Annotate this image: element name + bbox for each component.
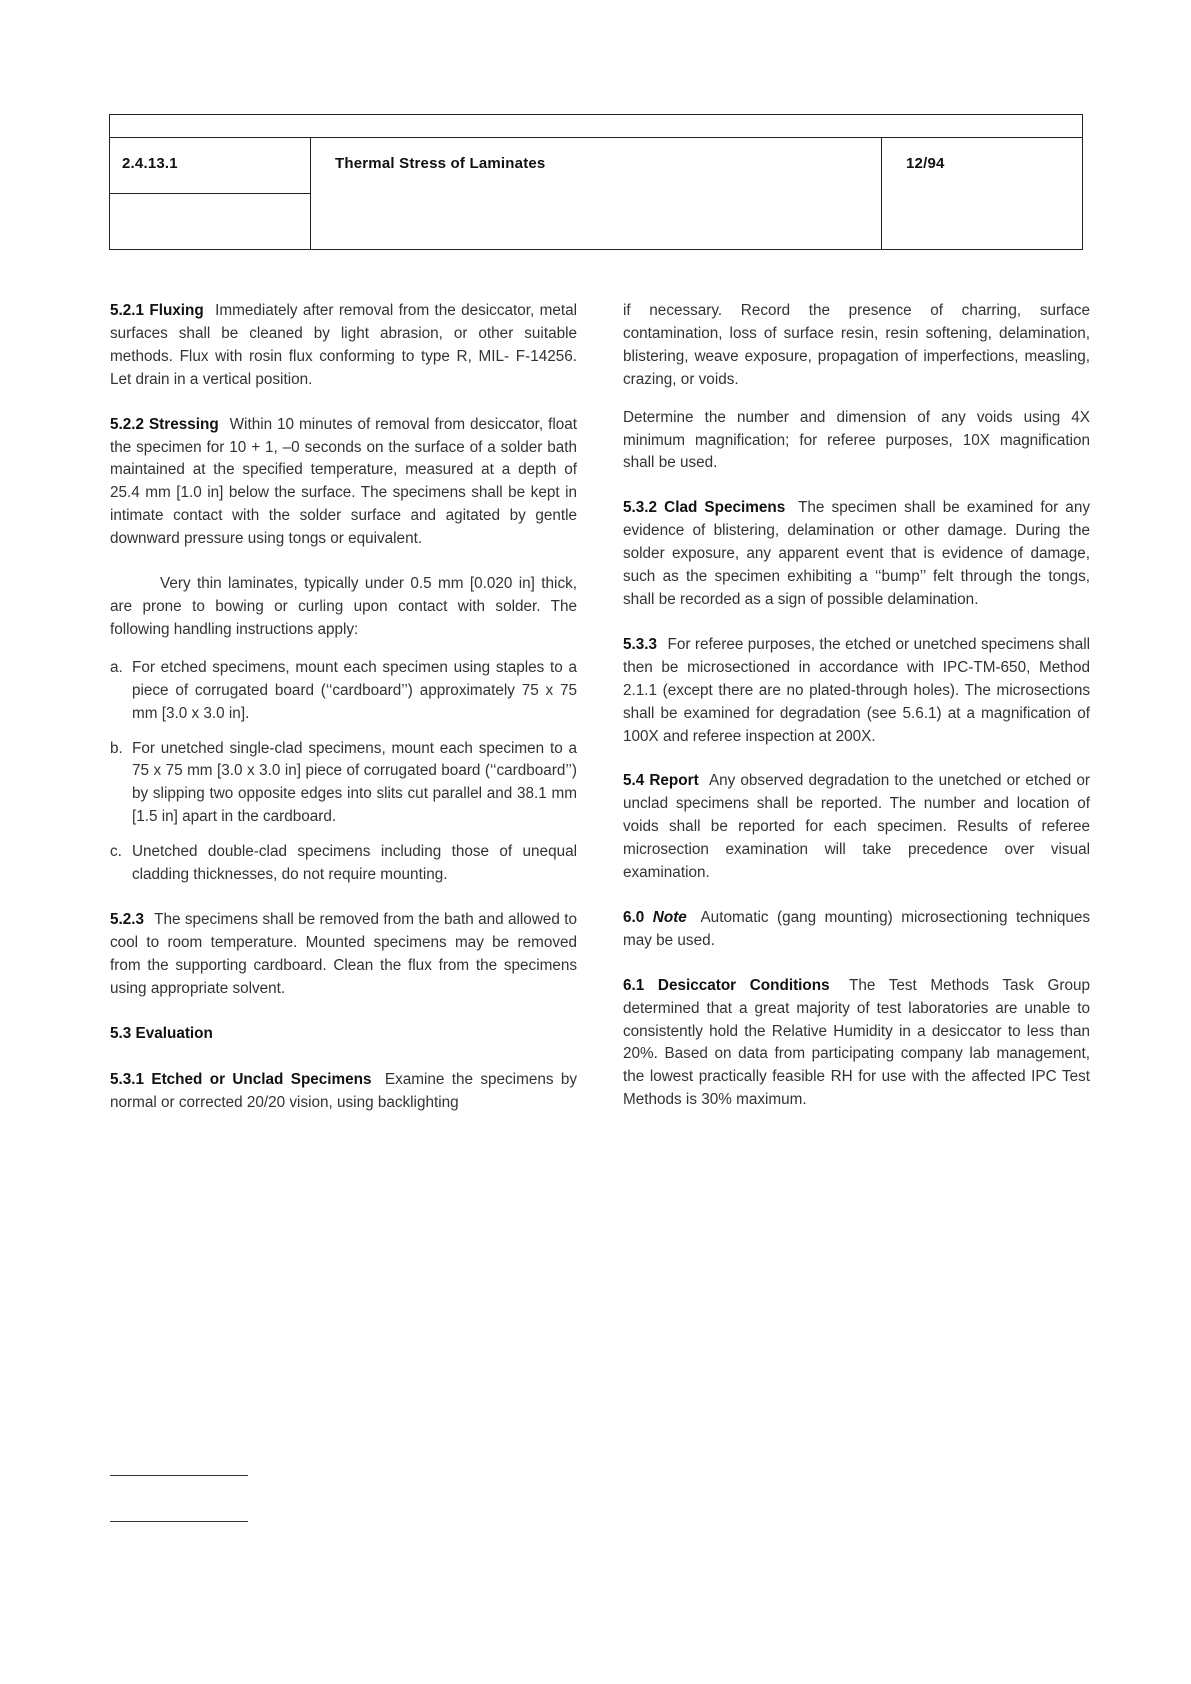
- section-heading: 5.2.1 Fluxing: [110, 302, 204, 319]
- section-5-2-2: [110, 414, 577, 551]
- header-top-row: [110, 115, 1082, 138]
- section-heading: 5.4 Report: [623, 772, 699, 790]
- section-heading: 5.3.2 Clad Specimens: [623, 499, 786, 517]
- section-6-1: [623, 975, 1090, 1112]
- section-heading: 5.3.1 Etched or Unclad Specimens: [110, 1071, 372, 1089]
- section-body: Any observed degradation to the unetched or etched or unclad specimens shall be reported. The number and location of voids shall be reported for each specimen. Results of referee microsection examination will take precedence over visual examination.: [623, 772, 1090, 882]
- section-body: The specimen shall be examined for any evidence of blistering, delamination or other damage. During the solder exposure, any apparent event that is evidence of damage, such as the specimen exhibiting a ‘‘bump’’ felt through the tongs, shall be recorded as a sign of possible delamination.: [623, 499, 1090, 608]
- section-heading: 5.3.3: [623, 635, 658, 653]
- list-item: [110, 657, 577, 726]
- header-number-top: [110, 138, 310, 194]
- section-5-2-1: [110, 300, 577, 392]
- document-title: Thermal Stress of Laminates: [335, 155, 546, 172]
- section-heading: 5.2.2 Stressing: [110, 415, 219, 433]
- footnote-rule: [110, 1521, 248, 1522]
- section-body: For referee purposes, the etched or unetched specimens shall then be microsectioned in accordance with IPC-TM-650, Method 2.1.1 (except there are no plated-through holes). The microsections shall be examined for degradation (see 5.6.1) at a magnification of 100X and referee inspection at 200X.: [623, 635, 1090, 745]
- section-body: Examine the specimens by normal or corrected 20/20 vision, using backlighting: [110, 1071, 577, 1112]
- list-text: For etched specimens, mount each specimen using staples to a piece of corrugated board (‘‘cardboard’’) approximately 75 x 75 mm [3.0 x 3.0 in].: [132, 658, 577, 722]
- section-heading-word: Note: [652, 908, 687, 926]
- continued-paragraph: if necessary. Record the presence of charring, surface contamination, loss of surface resin, resin softening, delamination, blistering, weave exposure, propagation of imperfections, measling, crazing, or voids.: [623, 302, 1090, 388]
- section-5-3-2: [623, 497, 1090, 612]
- header-title-cell: [311, 138, 882, 249]
- section-heading: 5.2.3: [110, 910, 145, 928]
- section-body: Immediately after removal from the desiccator, metal surfaces shall be cleaned by light abrasion, or other suitable methods. Flux with rosin flux conforming to type R, MIL- F-14256. Let drain in a vertical position.: [110, 302, 577, 388]
- left-column: [110, 300, 577, 1130]
- header-number-cell: [110, 138, 311, 249]
- list-marker: b.: [110, 739, 123, 757]
- section-heading-number: 6.0: [623, 908, 645, 926]
- footnote-rule: [110, 1475, 248, 1476]
- section-5-2-3: [110, 909, 577, 1001]
- section-5-3-3: [623, 634, 1090, 749]
- section-heading: 6.1 Desiccator Conditions: [623, 976, 830, 994]
- list-text: For unetched single-clad specimens, mount each specimen to a 75 x 75 mm [3.0 x 3.0 in] piece of corrugated board (‘‘cardboard’’) by slipping two opposite edges into slits cut parallel and 38.1 mm [1.5 in] apart in the cardboard.: [132, 739, 577, 826]
- section-body: The specimens shall be removed from the bath and allowed to cool to room temperature. Mounted specimens may be removed from the supporting cardboard. Clean the flux from the specimens using appropriate solvent.: [110, 910, 577, 997]
- section-body: Automatic (gang mounting) microsectioning techniques may be used.: [623, 908, 1091, 949]
- section-body: The Test Methods Task Group determined that a great majority of test laboratories are unable to consistently hold the Relative Humidity in a desiccator to less than 20%. Based on data from participating company lab management, the lowest practically feasible RH for use with the affected IPC Test Methods is 30% maximum.: [623, 976, 1090, 1109]
- test-method-number: 2.4.13.1: [122, 155, 178, 172]
- revision-date: 12/94: [906, 155, 945, 172]
- list-marker: c.: [110, 843, 122, 861]
- list-item: [110, 738, 577, 830]
- thin-laminates-paragraph: Very thin laminates, typically under 0.5 mm [0.020 in] thick, are prone to bowing or curling upon contact with solder. The following handling instructions apply:: [110, 575, 577, 638]
- section-6-0: [623, 907, 1090, 953]
- list-text: Unetched double-clad specimens including those of unequal cladding thicknesses, do not require mounting.: [132, 843, 577, 884]
- section-5-4: [623, 770, 1090, 885]
- header-date-cell: [882, 138, 1082, 249]
- section-5-3-1: [110, 1069, 577, 1115]
- list-marker: a.: [110, 658, 123, 676]
- section-body: Within 10 minutes of removal from desiccator, float the specimen for 10 + 1, –0 seconds on the surface of a solder bath maintained at the specified temperature, measured at a depth of 25.4 mm [1.0 in] below the surface. The specimens shall be kept in intimate contact with the solder surface and agitated by gentle downward pressure using tongs or equivalent.: [110, 415, 578, 548]
- right-column: [623, 300, 1090, 1127]
- document-header-box: [109, 114, 1083, 250]
- voids-paragraph: Determine the number and dimension of any voids using 4X minimum magnification; for referee purposes, 10X magnification shall be used.: [623, 408, 1090, 472]
- list-item: [110, 841, 577, 887]
- section-5-3-heading: 5.3 Evaluation: [110, 1024, 213, 1042]
